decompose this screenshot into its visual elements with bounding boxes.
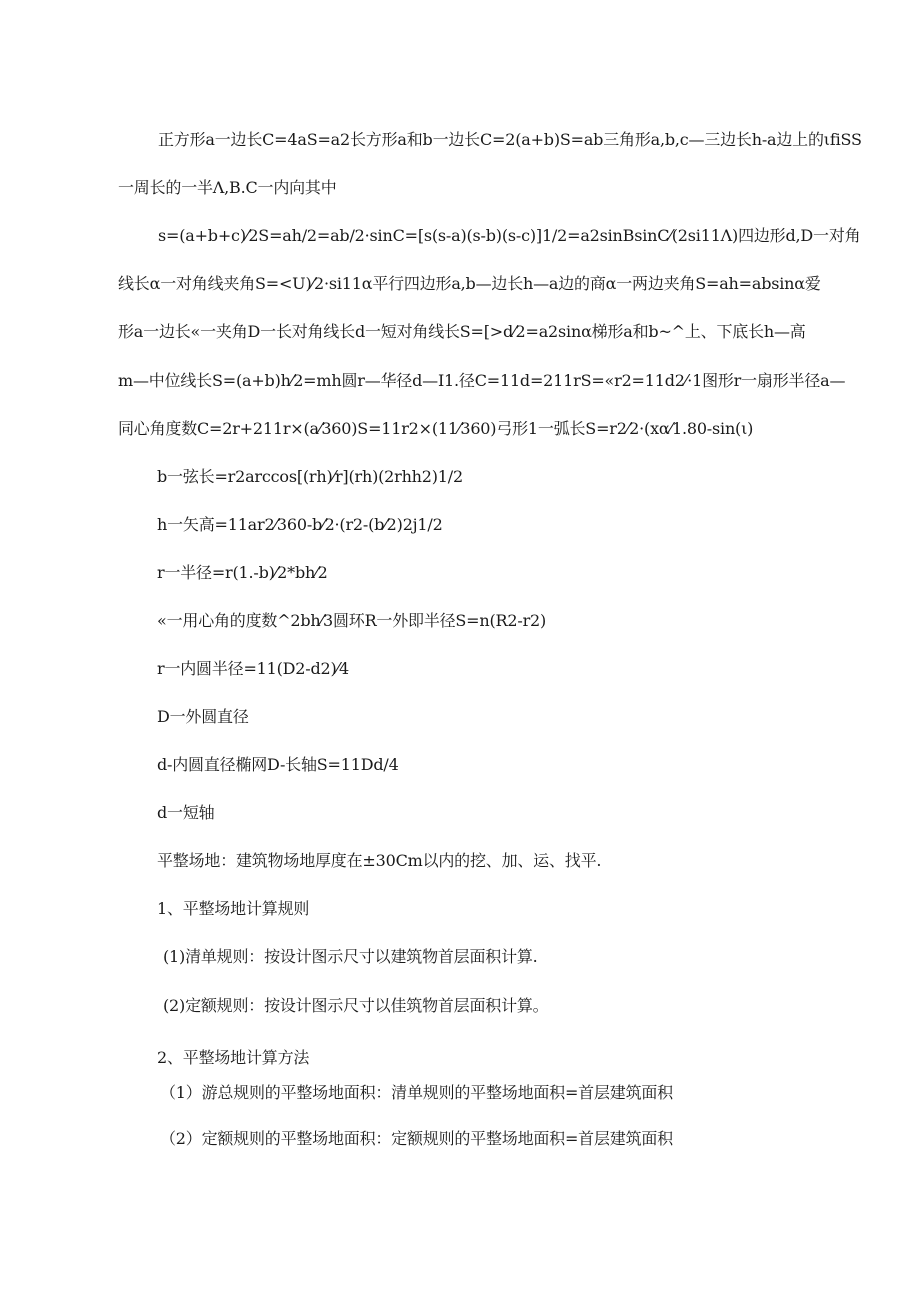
line-central-angle-ring bbox=[157, 609, 546, 633]
text-line: d-内圆直径椭网D-长轴S=11Dd/4 bbox=[157, 755, 399, 774]
paragraph-area-formulas-l4 bbox=[118, 369, 845, 393]
paragraph-shapes-intro bbox=[118, 128, 862, 152]
text-line: d一短轴 bbox=[157, 803, 215, 822]
paragraph-area-formulas-l5 bbox=[118, 417, 753, 441]
line-inner-radius bbox=[157, 657, 349, 681]
heading-rules bbox=[157, 897, 309, 921]
line-outer-diameter bbox=[157, 705, 249, 729]
text-line: (2)定额规则：按设计图示尺寸以佳筑物首层面积计算。 bbox=[163, 996, 549, 1015]
text-line: 一周长的一半Λ,B.C一内向其中 bbox=[118, 178, 337, 197]
paragraph-area-formulas-l2 bbox=[118, 272, 821, 296]
line-ellipse bbox=[157, 753, 399, 777]
paragraph-area-formulas bbox=[118, 224, 860, 248]
text-line: 正方形a一边长C=4aS=a2长方形a和b一边长C=2(a+b)S=ab三角形a,b,c—三边长h-a边上的ιfiSS bbox=[158, 130, 862, 149]
line-site-leveling-def bbox=[157, 849, 601, 873]
paragraph-area-formulas-l3 bbox=[118, 320, 806, 344]
text-line: h一矢高=11ar2⁄360-b⁄2·(r2-(b⁄2)2j1/2 bbox=[157, 515, 443, 534]
text-line: （2）定额规则的平整场地面积：定额规则的平整场地面积=首层建筑面积 bbox=[160, 1129, 673, 1148]
text-line: 同心角度数C=2r+211r×(a⁄360)S=11r2×(11⁄360)弓形1一弧长S=r2⁄2·(xα⁄1.80-sin(ι) bbox=[118, 419, 754, 438]
text-line: 平整场地：建筑物场地厚度在±30Cm以内的挖、加、运、找平. bbox=[157, 851, 602, 870]
text-line: m—中位线长S=(a+b)h⁄2=mh圆r—华径d—I1.径C=11d=211rS=«r2=11d2⁄·1图形r一扇形半径a— bbox=[118, 371, 846, 390]
section-heading: 2、平整场地计算方法 bbox=[157, 1048, 310, 1067]
line-short-axis bbox=[157, 801, 214, 825]
text-line: s=(a+b+c)⁄2S=ah/2=ab/2·sinC=[s(s-a)(s-b)(s-c)]1/2=a2sinBsinC⁄(2si11Λ)四边形d,D一对角 bbox=[158, 226, 861, 245]
line-method-1 bbox=[160, 1081, 673, 1105]
line-list-rule bbox=[163, 945, 538, 969]
line-arc-height bbox=[157, 513, 443, 537]
text-line: （1）游总规则的平整场地面积：清单规则的平整场地面积=首层建筑面积 bbox=[160, 1083, 673, 1102]
line-chord-length bbox=[157, 465, 463, 489]
text-line: D一外圆直径 bbox=[157, 707, 249, 726]
text-line: 形a一边长«一夹角D一长对角线长d一短对角线长S=[>d⁄2=a2sinα梯形a和b~^上、下底长h—高 bbox=[118, 322, 806, 341]
paragraph-shapes-intro-cont bbox=[118, 176, 337, 200]
line-quota-rule bbox=[163, 994, 548, 1018]
heading-method bbox=[157, 1046, 309, 1070]
line-radius bbox=[157, 561, 328, 585]
text-line: b一弦长=r2arccos[(rh)⁄r](rh)(2rhh2)1/2 bbox=[157, 467, 463, 486]
section-heading: 1、平整场地计算规则 bbox=[157, 899, 310, 918]
text-line: r一内圆半径=11(D2-d2)⁄4 bbox=[157, 659, 349, 678]
text-line: «一用心角的度数^2bh⁄3圆环R一外即半径S=n(R2-r2) bbox=[157, 611, 547, 630]
text-line: 线长α一对角线夹角S=<U)⁄2·si11α平行四边形a,b—边长h—a边的商α一两边夹角S=ah=absinα爱 bbox=[118, 274, 821, 293]
text-line: r一半径=r(1.-b)⁄2*bh⁄2 bbox=[157, 563, 328, 582]
text-line: (1)清单规则：按设计图示尺寸以建筑物首层面积计算. bbox=[163, 947, 538, 966]
line-method-2 bbox=[160, 1127, 673, 1151]
